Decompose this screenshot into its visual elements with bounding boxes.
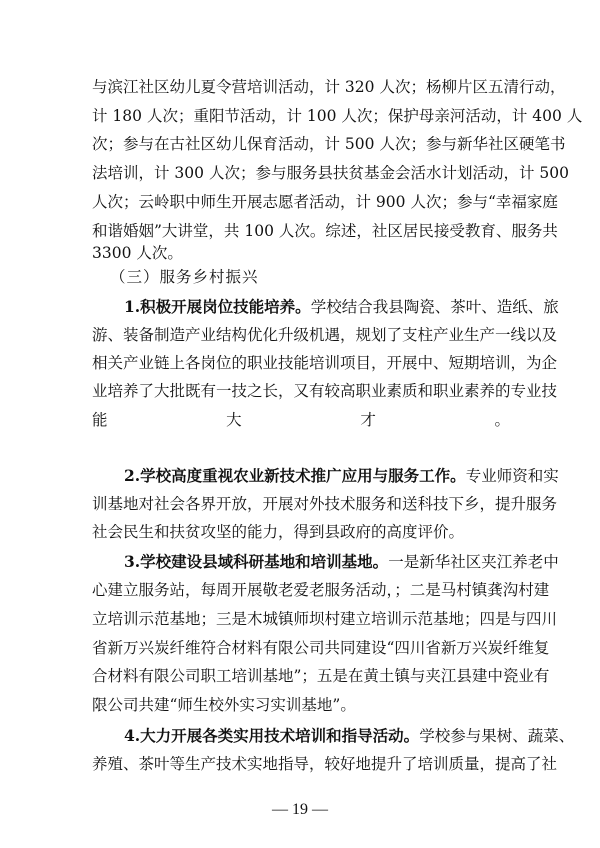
text-line: 省新万兴炭纤维符合材料有限公司共同建设“四川省新万兴炭纤维复 [92, 639, 550, 657]
section-heading: （三）服务乡村振兴 [110, 268, 259, 286]
paragraph-lead: 4.大力开展各类实用技术培训和指导活动。 [124, 726, 420, 745]
text-line: 学校结合我县陶瓷、茶叶、造纸、旅 [310, 298, 559, 316]
text-line: 业培养了大批既有一技之长，又有较高职业素质和职业素养的专业技 [92, 382, 558, 400]
text-line: 养殖、茶叶等生产技术实地指导，较好地提升了培训质量，提高了社 [92, 755, 558, 773]
text-line: 游、装备制造产业结构优化升级机遇，规划了支柱产业生产一线以及 [92, 326, 558, 344]
text-line: 心建立服务站，每周开展敬老爱老服务活动，；二是马村镇龚沟村建 [92, 581, 550, 599]
paragraph-lead: 1.积极开展岗位技能培养。 [124, 297, 311, 316]
paragraph-first-line [124, 297, 559, 317]
paragraph-lead: 2.学校高度重视农业新技术推广应用与服务工作。 [124, 466, 466, 485]
paragraph-first-line [124, 726, 575, 746]
text-line: 3300 人次。 [92, 244, 183, 262]
text-line: 与滨江社区幼儿夏令营培训活动，计 320 人次；杨柳片区五清行动， [92, 78, 566, 96]
text-line: 计 180 人次；重阳节活动，计 100 人次；保护母亲河活动，计 400 人 [92, 107, 583, 125]
paragraph-first-line [124, 552, 559, 572]
text-line: 社会民生和扶贫攻坚的能力，得到县政府的高度评价。 [92, 523, 465, 541]
paragraph-lead: 3.学校建设县域科研基地和培训基地。 [124, 552, 389, 571]
paragraph-first-line [124, 466, 559, 486]
text-line: 合材料有限公司职工培训基地”；五是在黄土镇与夹江县建中瓷业有 [92, 667, 550, 685]
page-number: — 19 — [272, 801, 328, 818]
text-line: 法培训，计 300 人次；参与服务县扶贫基金会活水计划活动，计 500 [92, 164, 569, 182]
text-line: 相关产业链上各岗位的职业技能培训项目，开展中、短期培训，为企 [92, 354, 558, 372]
text-line: 限公司共建“师生校外实习实训基地”。 [92, 696, 356, 714]
text-line: 一是新华社区夹江养老中 [388, 553, 559, 571]
text-line: 和谐婚姻”大讲堂，共 100 人次。综述，社区居民接受教育、服务共 [92, 222, 558, 240]
text-line: 人次；云岭职中师生开展志愿者活动，计 900 人次；参与“幸福家庭 [92, 193, 558, 211]
text-line: 训基地对社会各界开放，开展对外技术服务和送科技下乡，提升服务 [92, 495, 558, 513]
text-line: 专业师资和实 [465, 467, 559, 485]
text-line: 学校参与果树、蔬菜、 [419, 727, 575, 745]
text-line: 能大才。 [92, 411, 510, 429]
text-line: 次；参与在古社区幼儿保育活动，计 500 人次；参与新华社区硬笔书 [92, 135, 566, 153]
text-line: 立培训示范基地；三是木城镇师坝村建立培训示范基地；四是与四川 [92, 610, 558, 628]
